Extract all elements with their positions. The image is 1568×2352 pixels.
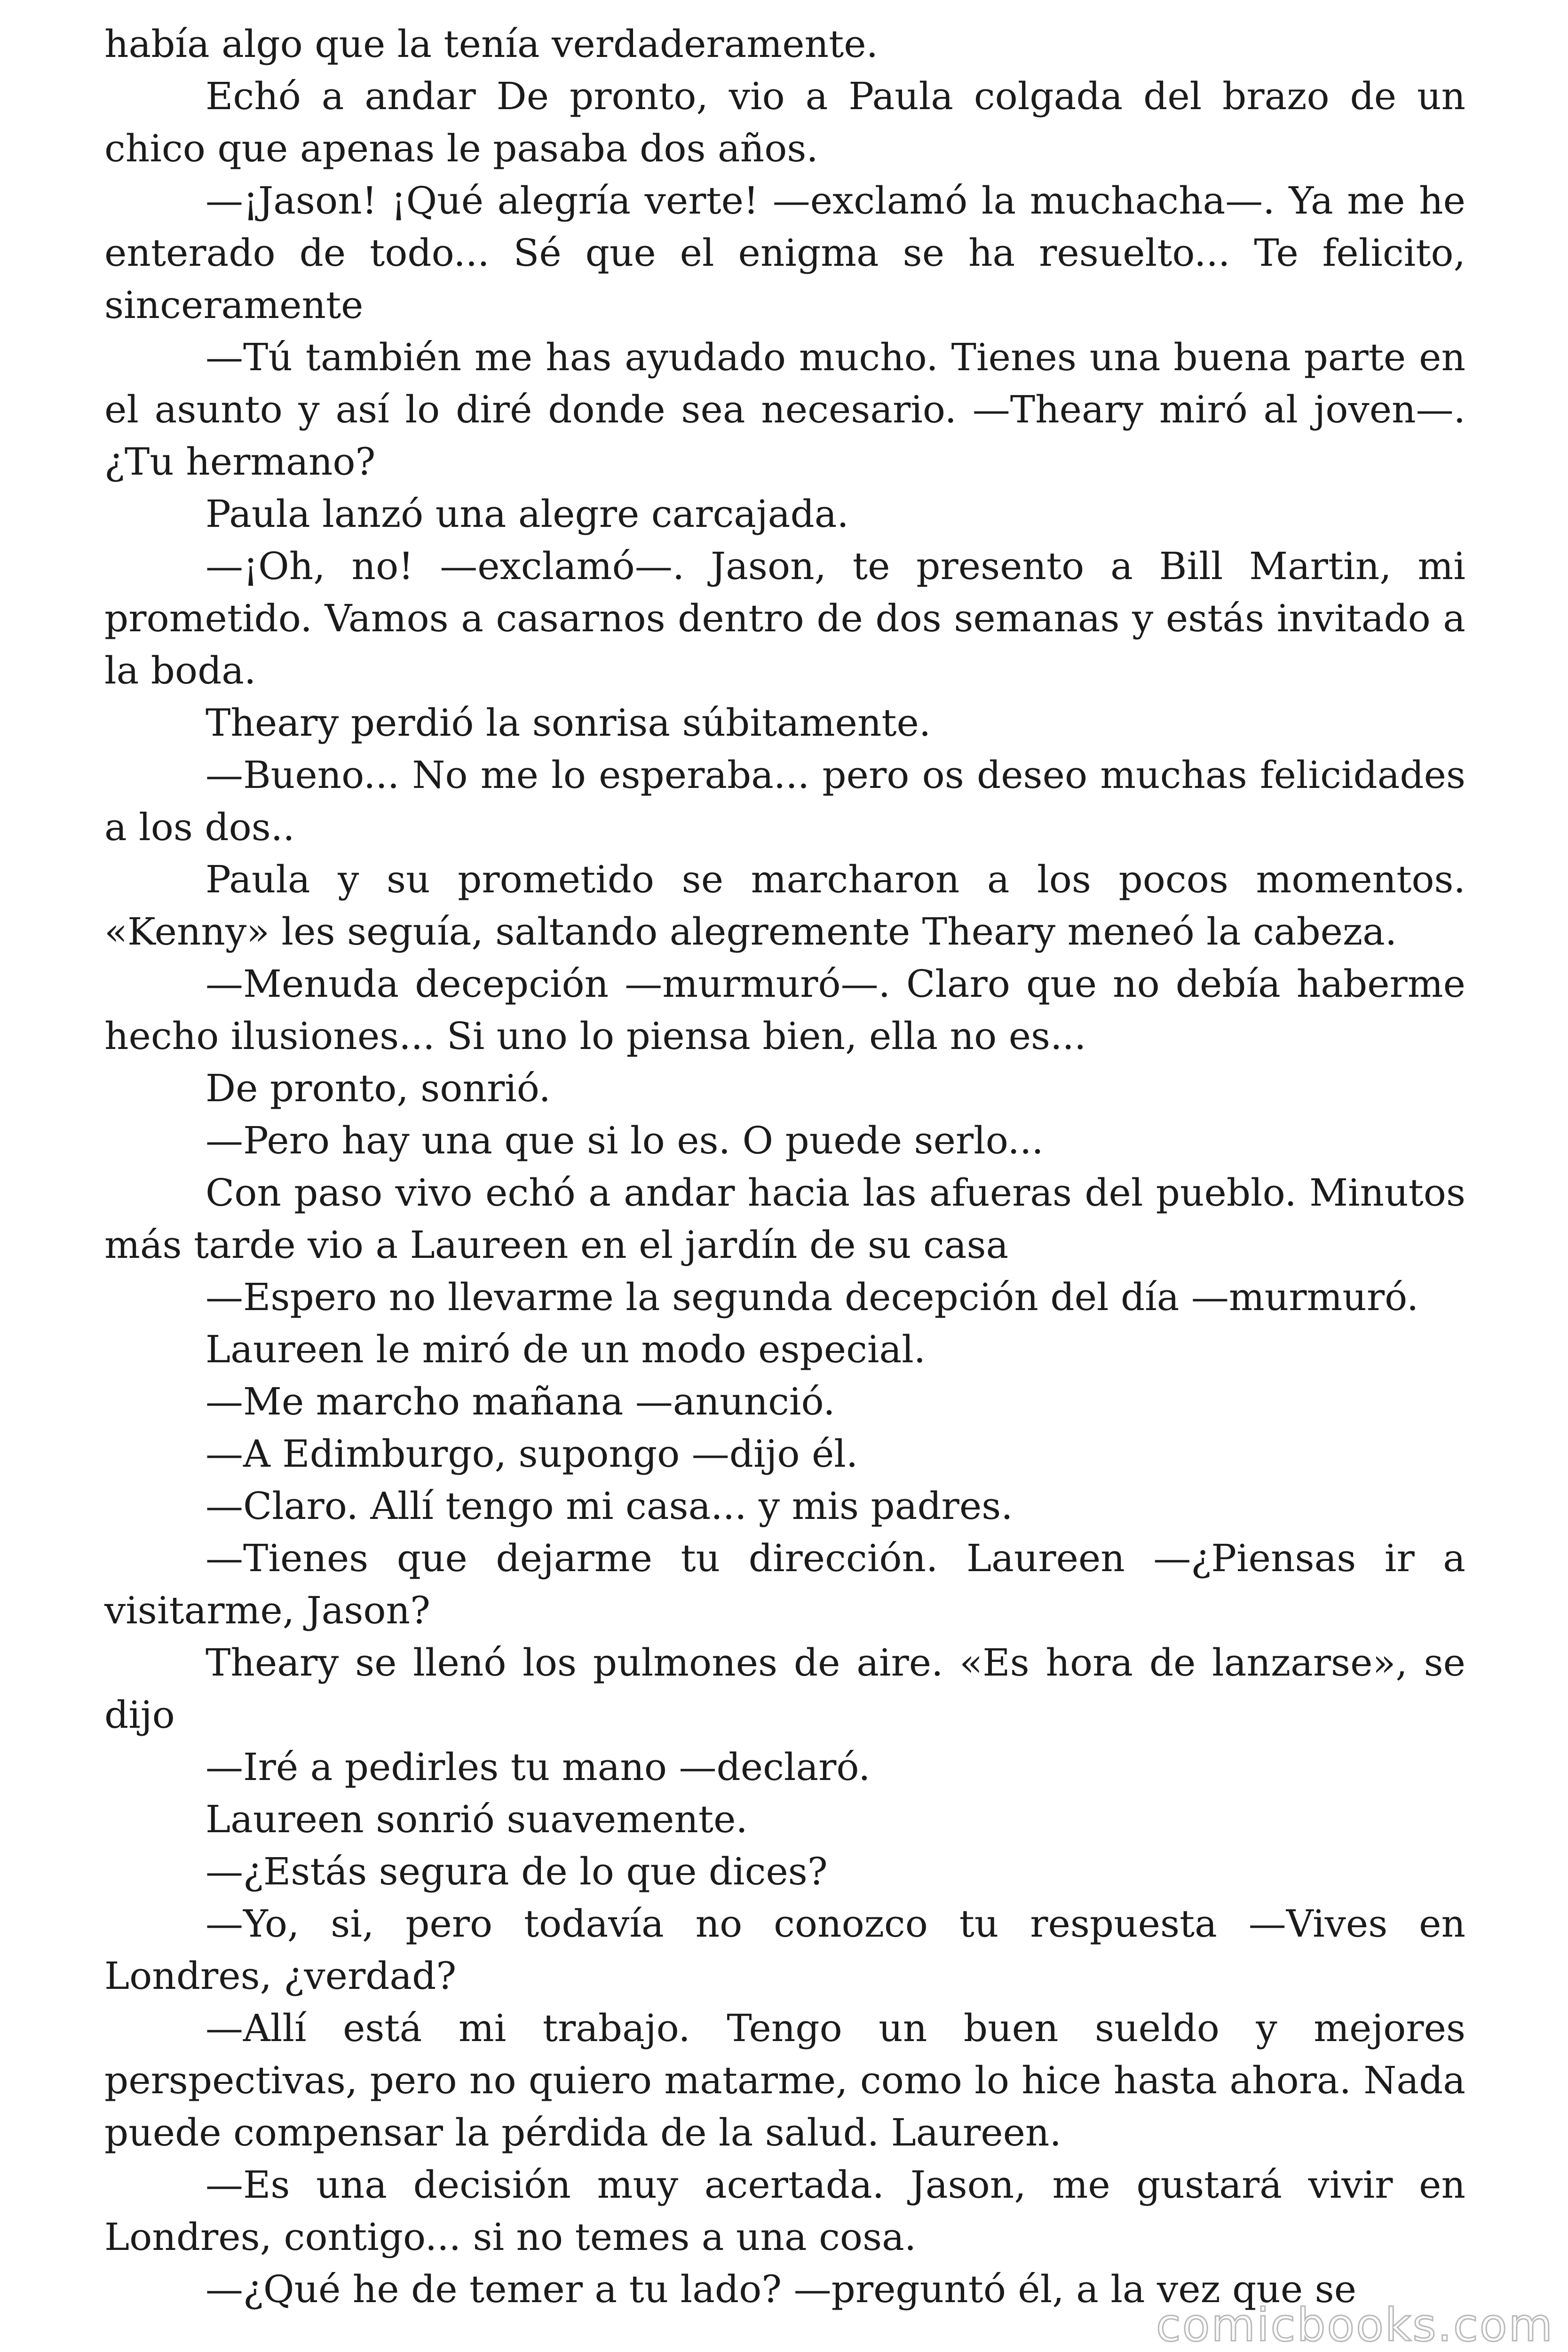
paragraph-1: había algo que la tenía verdaderamente. (104, 22, 878, 66)
paragraph-6: —¡Oh, no! —exclamó—. Jason, te presento a Bill Martin, mi prometido. Vamos a casarnos dentro de dos semanas y estás invitado a la boda. (104, 544, 1465, 692)
page-text (104, 18, 1465, 2315)
paragraph-7: Theary perdió la sonrisa súbitamente. (206, 701, 931, 745)
paragraph-15: Laureen le miró de un modo especial. (206, 1327, 926, 1371)
paragraph-4: —Tú también me has ayudado mucho. Tienes una buena parte en el asunto y así lo diré donde sea necesario. —Theary miró al joven—. ¿Tu hermano? (104, 335, 1465, 484)
paragraph-12: —Pero hay una que si lo es. O puede serlo... (206, 1119, 1044, 1162)
paragraph-21: —Iré a pedirles tu mano —declaró. (206, 1745, 871, 1789)
paragraph-24: —Yo, si, pero todavía no conozco tu respuesta —Vives en Londres, ¿verdad? (104, 1902, 1465, 1998)
paragraph-19: —Tienes que dejarme tu dirección. Laureen —¿Piensas ir a visitarme, Jason? (104, 1536, 1465, 1632)
paragraph-11: De pronto, sonrió. (206, 1066, 551, 1110)
paragraph-2: Echó a andar De pronto, vio a Paula colgada del brazo de un chico que apenas le pasaba dos años. (104, 74, 1465, 170)
paragraph-13: Con paso vivo echó a andar hacia las afueras del pueblo. Minutos más tarde vio a Laureen en el jardín de su casa (104, 1171, 1465, 1267)
paragraph-27: —¿Qué he de temer a tu lado? —preguntó él, a la vez que se (206, 2267, 1357, 2311)
paragraph-23: —¿Estás segura de lo que dices? (206, 1850, 828, 1893)
paragraph-17: —A Edimburgo, supongo —dijo él. (206, 1432, 858, 1476)
paragraph-3: —¡Jason! ¡Qué alegría verte! —exclamó la muchacha—. Ya me he enterado de todo... Sé que el enigma se ha resuelto... Te felicito, sinceramente (104, 179, 1465, 327)
paragraph-9: Paula y su prometido se marcharon a los pocos momentos. «Kenny» les seguía, saltando alegremente Theary meneó la cabeza. (104, 858, 1465, 954)
paragraph-16: —Me marcho mañana —anunció. (206, 1380, 835, 1423)
watermark: comicbooks.com (1156, 2299, 1554, 2352)
paragraph-8: —Bueno... No me lo esperaba... pero os deseo muchas felicidades a los dos.. (104, 753, 1465, 849)
paragraph-10: —Menuda decepción —murmuró—. Claro que no debía haberme hecho ilusiones... Si uno lo piensa bien, ella no es... (104, 962, 1465, 1058)
paragraph-14: —Espero no llevarme la segunda decepción del día —murmuró. (206, 1275, 1419, 1319)
paragraph-26: —Es una decisión muy acertada. Jason, me gustará vivir en Londres, contigo... si no temes a una cosa. (104, 2163, 1465, 2259)
paragraph-20: Theary se llenó los pulmones de aire. «Es hora de lanzarse», se dijo (104, 1641, 1465, 1737)
paragraph-22: Laureen sonrió suavemente. (206, 1797, 748, 1841)
paragraph-5: Paula lanzó una alegre carcajada. (206, 492, 849, 536)
paragraph-25: —Allí está mi trabajo. Tengo un buen sueldo y mejores perspectivas, pero no quiero matarme, como lo hice hasta ahora. Nada puede compensar la pérdida de la salud. Laureen. (104, 2006, 1465, 2154)
paragraph-18: —Claro. Allí tengo mi casa... y mis padres. (206, 1484, 1013, 1528)
